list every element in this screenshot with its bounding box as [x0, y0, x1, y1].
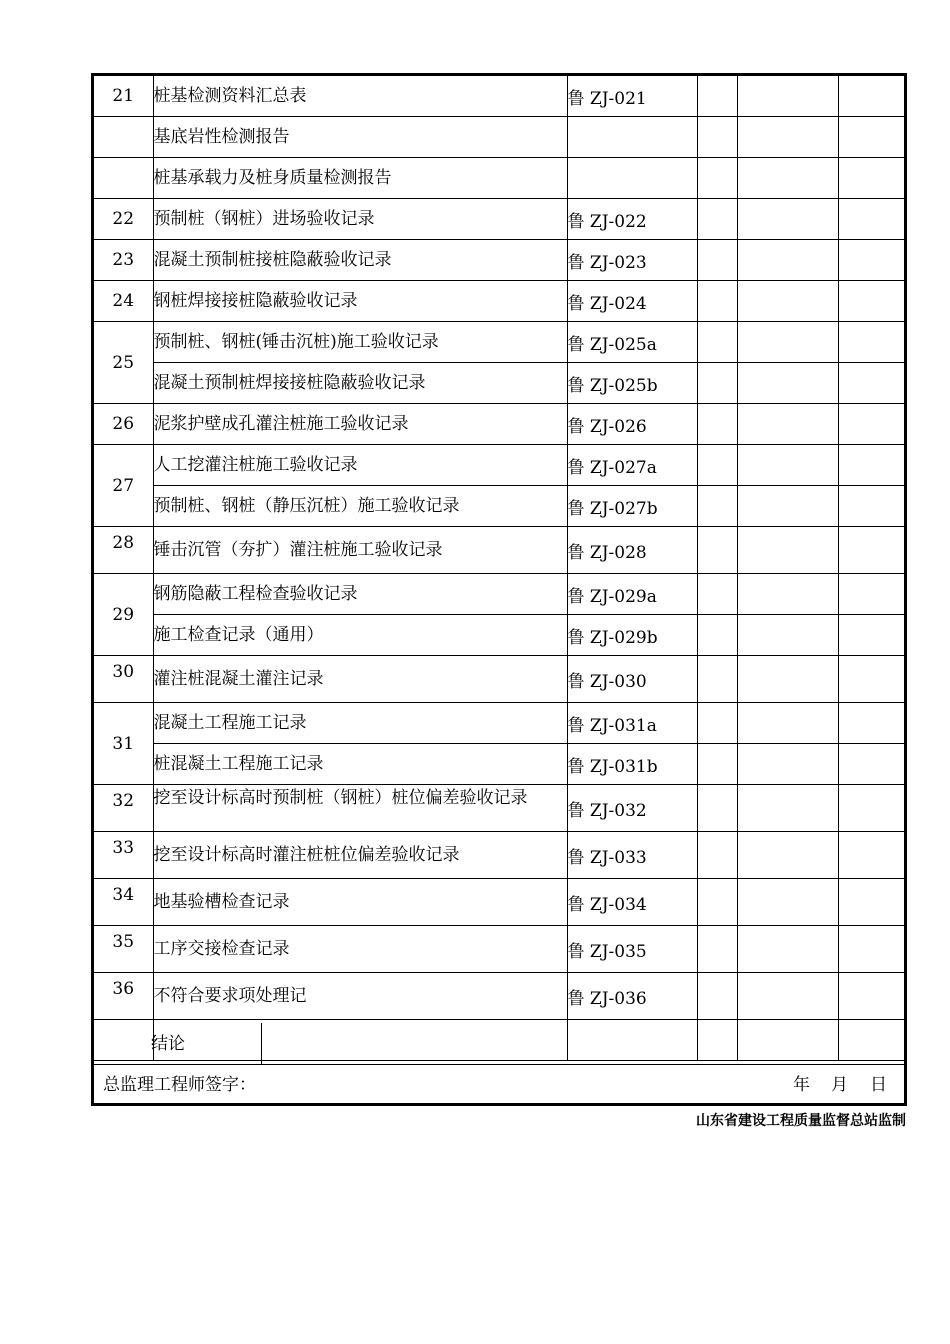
form-code: 鲁 ZJ-035: [567, 926, 697, 973]
table-row: [94, 404, 904, 445]
row-number: 30: [94, 656, 153, 703]
form-code: 鲁 ZJ-027b: [567, 486, 697, 527]
blank-cell: [838, 240, 904, 281]
table-row: [94, 574, 904, 615]
form-code: 鲁 ZJ-025a: [567, 322, 697, 363]
form-code: 鲁 ZJ-024: [567, 281, 697, 322]
record-name: 混凝土预制桩焊接接桩隐蔽验收记录: [153, 363, 567, 404]
table-row: [94, 117, 904, 158]
blank-cell: [838, 199, 904, 240]
table-row: [94, 363, 904, 404]
blank-cell: [697, 574, 737, 615]
blank-cell: [697, 615, 737, 656]
blank-cell: [737, 281, 838, 322]
table-row: [94, 76, 904, 117]
blank-cell: [697, 322, 737, 363]
row-number: 31: [94, 703, 153, 785]
blank-cell: [838, 879, 904, 926]
table-row: [94, 445, 904, 486]
form-code: 鲁 ZJ-023: [567, 240, 697, 281]
blank-cell: [737, 832, 838, 879]
blank-cell: [737, 76, 838, 117]
form-code: 鲁 ZJ-027a: [567, 445, 697, 486]
row-number: 34: [94, 879, 153, 926]
conclusion-row: [94, 1023, 904, 1065]
record-name: 工序交接检查记录: [153, 926, 567, 973]
blank-cell: [697, 240, 737, 281]
row-number: 24: [94, 281, 153, 322]
blank-cell: [697, 281, 737, 322]
blank-cell: [737, 574, 838, 615]
blank-cell: [838, 527, 904, 574]
blank-cell: [838, 322, 904, 363]
record-name: 桩混凝土工程施工记录: [153, 744, 567, 785]
blank-cell: [737, 158, 838, 199]
issuer-footer: 山东省建设工程质量监督总站监制: [696, 1113, 906, 1129]
table-row: [94, 879, 904, 926]
table-row: [94, 615, 904, 656]
record-name: 不符合要求项处理记: [153, 973, 567, 1020]
date-year: 年: [793, 1075, 810, 1095]
blank-cell: [697, 117, 737, 158]
blank-cell: [737, 199, 838, 240]
blank-cell: [737, 973, 838, 1020]
blank-cell: [737, 240, 838, 281]
blank-cell: [838, 76, 904, 117]
blank-cell: [737, 486, 838, 527]
blank-cell: [838, 117, 904, 158]
record-form: [91, 73, 907, 1106]
record-name: 施工检查记录（通用）: [153, 615, 567, 656]
row-number: 36: [94, 973, 153, 1020]
record-name: 桩基检测资料汇总表: [153, 76, 567, 117]
record-name: 灌注桩混凝土灌注记录: [153, 656, 567, 703]
table-row: [94, 832, 904, 879]
record-name: 桩基承载力及桩身质量检测报告: [153, 158, 567, 199]
row-number: [94, 158, 153, 199]
blank-cell: [838, 926, 904, 973]
blank-cell: [697, 926, 737, 973]
blank-cell: [697, 973, 737, 1020]
blank-cell: [737, 785, 838, 832]
blank-cell: [697, 199, 737, 240]
blank-cell: [838, 404, 904, 445]
blank-cell: [838, 744, 904, 785]
row-number: 35: [94, 926, 153, 973]
form-code: 鲁 ZJ-031b: [567, 744, 697, 785]
blank-cell: [697, 744, 737, 785]
blank-cell: [737, 445, 838, 486]
form-code: 鲁 ZJ-036: [567, 973, 697, 1020]
form-code: 鲁 ZJ-029a: [567, 574, 697, 615]
form-code: 鲁 ZJ-021: [567, 76, 697, 117]
record-name: 预制桩、钢桩(锤击沉桩)施工验收记录: [153, 322, 567, 363]
table-row: [94, 527, 904, 574]
table-row: [94, 744, 904, 785]
conclusion-divider: [261, 1023, 262, 1064]
blank-cell: [737, 404, 838, 445]
blank-cell: [697, 363, 737, 404]
record-name: 人工挖灌注桩施工验收记录: [153, 445, 567, 486]
blank-cell: [838, 445, 904, 486]
row-number: 32: [94, 785, 153, 832]
row-number: 29: [94, 574, 153, 656]
form-code: 鲁 ZJ-025b: [567, 363, 697, 404]
record-name: 混凝土预制桩接桩隐蔽验收记录: [153, 240, 567, 281]
record-table: [94, 76, 904, 1061]
blank-cell: [697, 703, 737, 744]
table-row: [94, 240, 904, 281]
blank-cell: [737, 656, 838, 703]
blank-cell: [697, 486, 737, 527]
blank-cell: [697, 445, 737, 486]
record-name: 钢筋隐蔽工程检查验收记录: [153, 574, 567, 615]
row-number: 26: [94, 404, 153, 445]
blank-cell: [838, 785, 904, 832]
blank-cell: [697, 404, 737, 445]
record-name: 混凝土工程施工记录: [153, 703, 567, 744]
record-name: 泥浆护壁成孔灌注桩施工验收记录: [153, 404, 567, 445]
record-name: 挖至设计标高时灌注桩桩位偏差验收记录: [153, 832, 567, 879]
table-row: [94, 973, 904, 1020]
blank-cell: [737, 744, 838, 785]
table-row: [94, 158, 904, 199]
table-row: [94, 486, 904, 527]
blank-cell: [838, 973, 904, 1020]
signature-label: 总监理工程师签字：: [103, 1075, 256, 1095]
blank-cell: [697, 76, 737, 117]
blank-cell: [838, 615, 904, 656]
form-code: 鲁 ZJ-034: [567, 879, 697, 926]
blank-cell: [838, 486, 904, 527]
table-row: [94, 281, 904, 322]
blank-cell: [838, 363, 904, 404]
row-number: 22: [94, 199, 153, 240]
blank-cell: [697, 879, 737, 926]
row-number: 21: [94, 76, 153, 117]
record-name: 钢桩焊接接桩隐蔽验收记录: [153, 281, 567, 322]
form-code: 鲁 ZJ-028: [567, 527, 697, 574]
form-code: 鲁 ZJ-026: [567, 404, 697, 445]
blank-cell: [737, 527, 838, 574]
table-row: [94, 656, 904, 703]
blank-cell: [737, 615, 838, 656]
table-row: [94, 926, 904, 973]
record-name: 锤击沉管（夯扩）灌注桩施工验收记录: [153, 527, 567, 574]
table-row: [94, 703, 904, 744]
form-code: 鲁 ZJ-030: [567, 656, 697, 703]
form-code: 鲁 ZJ-033: [567, 832, 697, 879]
record-name: 预制桩（钢桩）进场验收记录: [153, 199, 567, 240]
table-row: [94, 785, 904, 832]
row-number: 28: [94, 527, 153, 574]
blank-cell: [838, 832, 904, 879]
form-code: 鲁 ZJ-031a: [567, 703, 697, 744]
record-name: 挖至设计标高时预制桩（钢桩）桩位偏差验收记录: [153, 785, 567, 832]
date-day: 日: [870, 1075, 887, 1095]
row-number: 25: [94, 322, 153, 404]
blank-cell: [737, 703, 838, 744]
table-row: [94, 199, 904, 240]
form-footer-section: [94, 1023, 904, 1106]
form-code: 鲁 ZJ-022: [567, 199, 697, 240]
blank-cell: [697, 832, 737, 879]
row-number: 27: [94, 445, 153, 527]
record-name: 基底岩性检测报告: [153, 117, 567, 158]
conclusion-label: 结论: [151, 1034, 185, 1054]
blank-cell: [737, 363, 838, 404]
blank-cell: [838, 281, 904, 322]
date-month: 月: [831, 1075, 848, 1095]
blank-cell: [838, 574, 904, 615]
blank-cell: [838, 158, 904, 199]
record-name: 地基验槽检查记录: [153, 879, 567, 926]
row-number: 23: [94, 240, 153, 281]
blank-cell: [838, 656, 904, 703]
blank-cell: [697, 785, 737, 832]
row-number: [94, 117, 153, 158]
form-code: [567, 117, 697, 158]
form-code: [567, 158, 697, 199]
blank-cell: [697, 158, 737, 199]
blank-cell: [737, 926, 838, 973]
blank-cell: [697, 656, 737, 703]
table-row: [94, 322, 904, 363]
blank-cell: [737, 879, 838, 926]
row-number: 33: [94, 832, 153, 879]
form-code: 鲁 ZJ-032: [567, 785, 697, 832]
blank-cell: [697, 527, 737, 574]
blank-cell: [737, 322, 838, 363]
blank-cell: [838, 703, 904, 744]
form-code: 鲁 ZJ-029b: [567, 615, 697, 656]
record-name: 预制桩、钢桩（静压沉桩）施工验收记录: [153, 486, 567, 527]
blank-cell: [737, 117, 838, 158]
